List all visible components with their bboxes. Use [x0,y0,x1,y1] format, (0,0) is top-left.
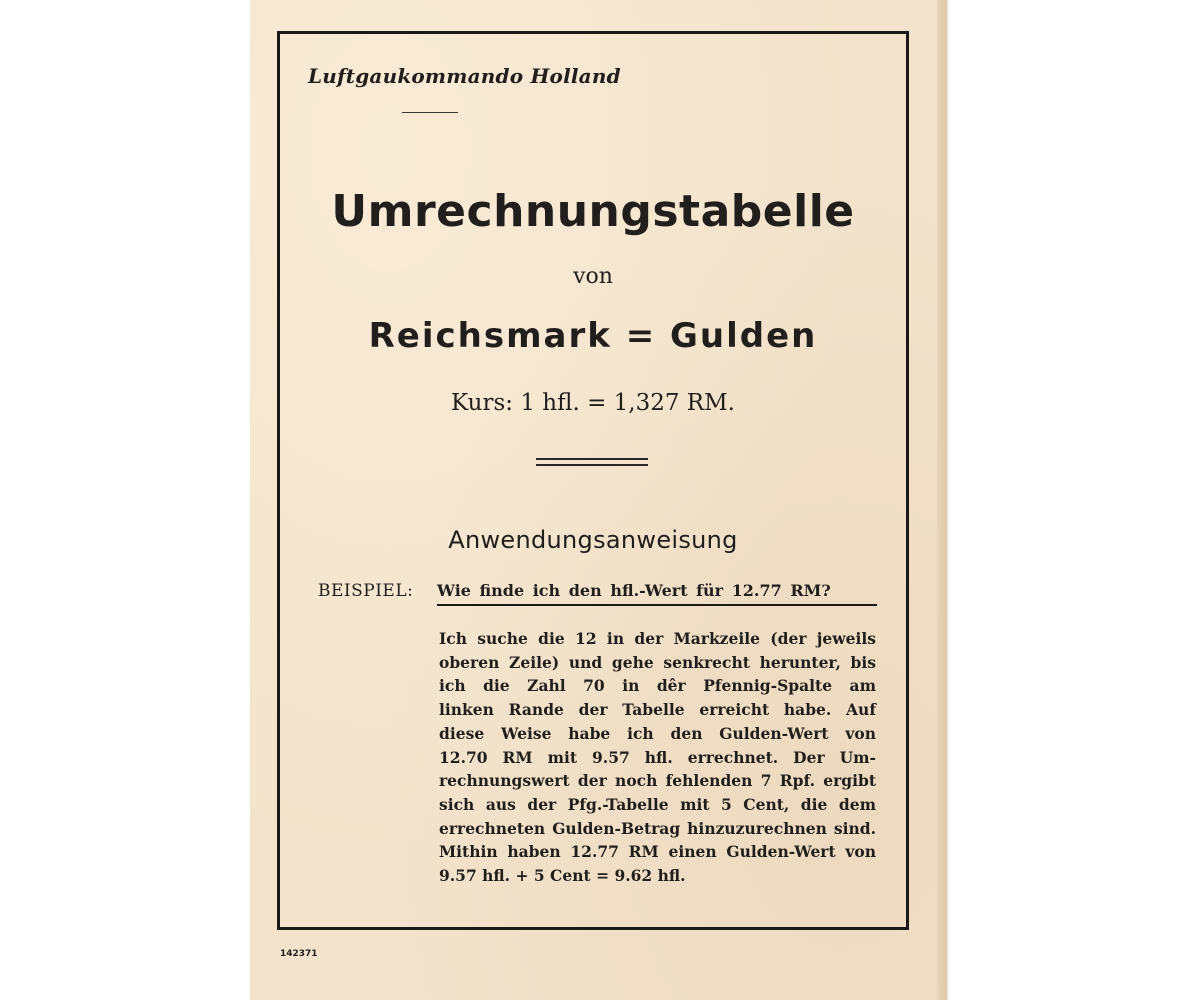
body-line: oberen Zeile) und gehe senkrecht herunter, bis [439,652,876,672]
title-von: von [573,264,613,289]
exchange-rate: Kurs: 1 hfl. = 1,327 RM. [451,390,735,416]
issuer-heading: Luftgaukommando Holland [308,64,621,88]
document-title: Umrechnungstabelle [331,186,855,237]
example-label: BEISPIEL: [318,581,414,601]
body-line: ich die Zahl 70 in dêr Pfennig-Spalte am [439,676,876,696]
instructions-heading: Anwendungsanweisung [448,526,738,554]
body-line: Mithin haben 12.77 RM einen Gulden-Wert von [439,842,876,862]
body-line: 12.70 RM mit 9.57 hfl. errechnet. Der Um- [439,747,876,767]
body-line: Ich suche die 12 in der Markzeile (der jeweils [439,629,876,648]
question-underline [437,604,877,606]
example-question: Wie finde ich den hfl.-Wert für 12.77 RM? [437,581,831,600]
issuer-underline [402,112,458,113]
body-line: 9.57 hfl. + 5 Cent = 9.62 hfl. [439,866,686,886]
body-line: linken Rande der Tabelle erreicht habe. Auf [439,700,876,720]
print-number: 142371 [280,949,318,959]
body-line: errechneten Gulden-Betrag hinzuzurechnen sind. [439,818,876,838]
body-line: rechnungswert der noch fehlenden 7 Rpf. ergibt [439,771,876,791]
section-divider [536,458,648,466]
body-line: sich aus der Pfg.-Tabelle mit 5 Cent, die dem [439,794,876,814]
currency-pair: Reichsmark = Gulden [368,316,818,356]
instructions-body [439,627,876,888]
paper-edge [937,0,947,1000]
body-line: diese Weise habe ich den Gulden-Wert von [439,723,876,743]
